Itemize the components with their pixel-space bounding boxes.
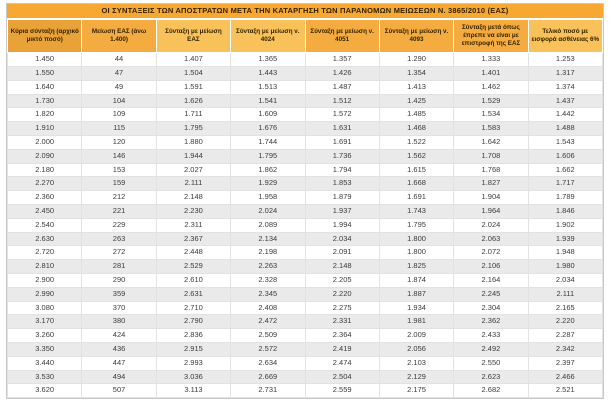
table-cell: 1.743 <box>379 205 453 219</box>
table-cell: 3.080 <box>8 301 82 315</box>
table-cell: 2.328 <box>231 274 305 288</box>
column-header: Μείωση ΕΑΣ (άνω 1.400) <box>82 20 156 53</box>
table-row <box>8 136 603 150</box>
table-cell: 1.934 <box>379 301 453 315</box>
table-cell: 1.958 <box>231 191 305 205</box>
table-cell: 1.374 <box>528 80 602 94</box>
table-cell: 1.504 <box>156 67 230 81</box>
table-cell: 1.717 <box>528 177 602 191</box>
table-row <box>8 301 603 315</box>
table-cell: 2.103 <box>379 356 453 370</box>
table-cell: 436 <box>82 342 156 356</box>
table-cell: 424 <box>82 329 156 343</box>
table-cell: 2.397 <box>528 356 602 370</box>
table-cell: 2.509 <box>231 329 305 343</box>
table-cell: 1.468 <box>379 122 453 136</box>
column-header: Σύνταξη με μείωση ν. 4051 <box>305 20 379 53</box>
table-cell: 2.362 <box>454 315 528 329</box>
table-row <box>8 356 603 370</box>
column-header: Σύνταξη με μείωση ΕΑΣ <box>156 20 230 53</box>
table-cell: 2.090 <box>8 149 82 163</box>
table-cell: 115 <box>82 122 156 136</box>
table-cell: 1.937 <box>305 205 379 219</box>
table-row <box>8 108 603 122</box>
table-cell: 1.668 <box>379 177 453 191</box>
table-cell: 2.263 <box>231 260 305 274</box>
table-cell: 2.063 <box>454 232 528 246</box>
table-cell: 1.794 <box>305 163 379 177</box>
table-cell: 1.887 <box>379 287 453 301</box>
table-cell: 2.111 <box>156 177 230 191</box>
table-cell: 2.091 <box>305 246 379 260</box>
table-cell: 2.559 <box>305 384 379 398</box>
table-cell: 1.450 <box>8 53 82 67</box>
table-cell: 1.880 <box>156 136 230 150</box>
table-cell: 1.513 <box>231 80 305 94</box>
table-cell: 1.354 <box>379 67 453 81</box>
table-cell: 2.634 <box>231 356 305 370</box>
table-cell: 2.198 <box>231 246 305 260</box>
column-header: Σύνταξη με μείωση ν. 4093 <box>379 20 453 53</box>
table-cell: 2.024 <box>231 205 305 219</box>
table-cell: 146 <box>82 149 156 163</box>
table-cell: 1.768 <box>454 163 528 177</box>
table-cell: 1.964 <box>454 205 528 219</box>
table-cell: 2.230 <box>156 205 230 219</box>
table-cell: 290 <box>82 274 156 288</box>
table-cell: 1.572 <box>305 108 379 122</box>
table-cell: 2.810 <box>8 260 82 274</box>
table-cell: 2.331 <box>305 315 379 329</box>
table-cell: 2.720 <box>8 246 82 260</box>
table-cell: 2.311 <box>156 218 230 232</box>
table-cell: 263 <box>82 232 156 246</box>
table-row <box>8 122 603 136</box>
table-cell: 1.626 <box>156 94 230 108</box>
table-cell: 370 <box>82 301 156 315</box>
table-cell: 2.106 <box>454 260 528 274</box>
table-cell: 1.541 <box>231 94 305 108</box>
table-cell: 1.948 <box>528 246 602 260</box>
table-cell: 2.572 <box>231 342 305 356</box>
table-cell: 47 <box>82 67 156 81</box>
table-cell: 2.148 <box>305 260 379 274</box>
table-cell: 2.623 <box>454 370 528 384</box>
table-cell: 2.504 <box>305 370 379 384</box>
table-cell: 2.134 <box>231 232 305 246</box>
table-cell: 1.825 <box>379 260 453 274</box>
table-cell: 2.408 <box>231 301 305 315</box>
table-cell: 1.691 <box>305 136 379 150</box>
table-cell: 2.072 <box>454 246 528 260</box>
table-cell: 2.034 <box>528 274 602 288</box>
table-title: ΟΙ ΣΥΝΤΑΞΕΙΣ ΤΩΝ ΑΠΟΣΤΡΑΤΩΝ ΜΕΤΑ ΤΗΝ ΚΑΤΑΡΓΗΣΗ ΤΩΝ ΠΑΡΑΝΟΜΩΝ ΜΕΙΩΣΕΩΝ Ν. 3865/2010 (ΕΑΣ) <box>7 4 603 19</box>
table-cell: 272 <box>82 246 156 260</box>
table-cell: 1.795 <box>379 218 453 232</box>
table-cell: 212 <box>82 191 156 205</box>
column-header: Κύρια σύνταξη (αρχικό μικτό ποσό) <box>8 20 82 53</box>
table-cell: 1.640 <box>8 80 82 94</box>
table-cell: 3.350 <box>8 342 82 356</box>
table-cell: 1.488 <box>528 122 602 136</box>
header-row <box>8 20 603 53</box>
table-cell: 1.462 <box>454 80 528 94</box>
table-cell: 2.009 <box>379 329 453 343</box>
table-cell: 2.915 <box>156 342 230 356</box>
table-cell: 1.487 <box>305 80 379 94</box>
table-cell: 2.631 <box>156 287 230 301</box>
table-cell: 2.540 <box>8 218 82 232</box>
table-cell: 507 <box>82 384 156 398</box>
table-row <box>8 53 603 67</box>
table-cell: 1.253 <box>528 53 602 67</box>
table-cell: 380 <box>82 315 156 329</box>
table-cell: 2.448 <box>156 246 230 260</box>
table-cell: 1.929 <box>231 177 305 191</box>
table-cell: 1.534 <box>454 108 528 122</box>
table-cell: 1.562 <box>379 149 453 163</box>
table-cell: 2.034 <box>305 232 379 246</box>
table-cell: 1.939 <box>528 232 602 246</box>
table-row <box>8 370 603 384</box>
table-cell: 3.260 <box>8 329 82 343</box>
table-row <box>8 246 603 260</box>
table-cell: 1.522 <box>379 136 453 150</box>
table-cell: 2.610 <box>156 274 230 288</box>
table-cell: 2.345 <box>231 287 305 301</box>
table-cell: 1.862 <box>231 163 305 177</box>
table-cell: 1.407 <box>156 53 230 67</box>
table-header <box>8 20 603 53</box>
table-cell: 2.245 <box>454 287 528 301</box>
table-cell: 1.800 <box>379 232 453 246</box>
table-cell: 2.682 <box>454 384 528 398</box>
table-row <box>8 384 603 398</box>
table-cell: 1.676 <box>231 122 305 136</box>
table-cell: 1.800 <box>379 246 453 260</box>
table-cell: 1.290 <box>379 53 453 67</box>
table-cell: 1.902 <box>528 218 602 232</box>
table-cell: 1.795 <box>156 122 230 136</box>
table-cell: 2.000 <box>8 136 82 150</box>
column-header: Σύνταξη με μείωση ν. 4024 <box>231 20 305 53</box>
table-cell: 2.550 <box>454 356 528 370</box>
column-header: Τελικό ποσό με εισφορά ασθένειας 6% <box>528 20 602 53</box>
table-cell: 2.900 <box>8 274 82 288</box>
table-cell: 1.615 <box>379 163 453 177</box>
table-cell: 49 <box>82 80 156 94</box>
table-cell: 2.165 <box>528 301 602 315</box>
table-cell: 1.910 <box>8 122 82 136</box>
table-cell: 2.175 <box>379 384 453 398</box>
table-row <box>8 149 603 163</box>
table-cell: 2.056 <box>379 342 453 356</box>
table-cell: 2.731 <box>231 384 305 398</box>
table-cell: 2.027 <box>156 163 230 177</box>
table-cell: 1.820 <box>8 108 82 122</box>
table-row <box>8 342 603 356</box>
table-cell: 1.874 <box>379 274 453 288</box>
table-cell: 1.879 <box>305 191 379 205</box>
table-cell: 2.364 <box>305 329 379 343</box>
table-cell: 1.662 <box>528 163 602 177</box>
table-cell: 1.591 <box>156 80 230 94</box>
table-cell: 159 <box>82 177 156 191</box>
table-cell: 1.736 <box>305 149 379 163</box>
table-cell: 2.529 <box>156 260 230 274</box>
table-cell: 1.994 <box>305 218 379 232</box>
table-cell: 2.367 <box>156 232 230 246</box>
table-row <box>8 315 603 329</box>
table-cell: 1.853 <box>305 177 379 191</box>
table-cell: 1.827 <box>454 177 528 191</box>
table-cell: 494 <box>82 370 156 384</box>
table-cell: 359 <box>82 287 156 301</box>
pension-table-container <box>6 3 604 399</box>
table-cell: 1.512 <box>305 94 379 108</box>
table-cell: 1.795 <box>231 149 305 163</box>
table-cell: 2.304 <box>454 301 528 315</box>
pension-table <box>7 19 603 398</box>
table-row <box>8 260 603 274</box>
table-row <box>8 177 603 191</box>
table-cell: 2.164 <box>454 274 528 288</box>
table-cell: 2.474 <box>305 356 379 370</box>
table-cell: 2.419 <box>305 342 379 356</box>
table-cell: 2.287 <box>528 329 602 343</box>
table-cell: 2.630 <box>8 232 82 246</box>
table-cell: 2.220 <box>528 315 602 329</box>
table-cell: 2.180 <box>8 163 82 177</box>
table-cell: 2.342 <box>528 342 602 356</box>
table-cell: 2.275 <box>305 301 379 315</box>
table-cell: 1.437 <box>528 94 602 108</box>
table-cell: 2.129 <box>379 370 453 384</box>
table-cell: 2.836 <box>156 329 230 343</box>
table-cell: 2.790 <box>156 315 230 329</box>
table-cell: 1.730 <box>8 94 82 108</box>
table-cell: 229 <box>82 218 156 232</box>
table-cell: 1.980 <box>528 260 602 274</box>
table-cell: 2.450 <box>8 205 82 219</box>
table-cell: 1.365 <box>231 53 305 67</box>
table-row <box>8 232 603 246</box>
table-cell: 1.642 <box>454 136 528 150</box>
table-cell: 1.413 <box>379 80 453 94</box>
table-cell: 1.744 <box>231 136 305 150</box>
table-cell: 1.543 <box>528 136 602 150</box>
table-cell: 1.401 <box>454 67 528 81</box>
table-row <box>8 191 603 205</box>
table-cell: 1.357 <box>305 53 379 67</box>
table-row <box>8 80 603 94</box>
table-cell: 221 <box>82 205 156 219</box>
table-cell: 2.270 <box>8 177 82 191</box>
table-cell: 281 <box>82 260 156 274</box>
table-cell: 1.904 <box>454 191 528 205</box>
table-cell: 1.529 <box>454 94 528 108</box>
table-cell: 2.472 <box>231 315 305 329</box>
table-row <box>8 205 603 219</box>
table-cell: 109 <box>82 108 156 122</box>
table-cell: 2.669 <box>231 370 305 384</box>
table-cell: 1.583 <box>454 122 528 136</box>
table-cell: 3.530 <box>8 370 82 384</box>
table-cell: 2.024 <box>454 218 528 232</box>
table-cell: 2.521 <box>528 384 602 398</box>
table-cell: 1.789 <box>528 191 602 205</box>
table-cell: 2.360 <box>8 191 82 205</box>
table-cell: 1.711 <box>156 108 230 122</box>
table-cell: 104 <box>82 94 156 108</box>
table-cell: 1.944 <box>156 149 230 163</box>
table-cell: 120 <box>82 136 156 150</box>
table-cell: 1.846 <box>528 205 602 219</box>
table-cell: 1.631 <box>305 122 379 136</box>
table-cell: 44 <box>82 53 156 67</box>
table-cell: 2.111 <box>528 287 602 301</box>
table-body <box>8 53 603 398</box>
table-cell: 1.425 <box>379 94 453 108</box>
table-cell: 2.492 <box>454 342 528 356</box>
table-cell: 1.426 <box>305 67 379 81</box>
table-cell: 1.333 <box>454 53 528 67</box>
table-cell: 1.550 <box>8 67 82 81</box>
table-cell: 1.442 <box>528 108 602 122</box>
table-cell: 3.620 <box>8 384 82 398</box>
table-cell: 3.440 <box>8 356 82 370</box>
table-cell: 2.089 <box>231 218 305 232</box>
table-cell: 2.990 <box>8 287 82 301</box>
table-cell: 1.609 <box>231 108 305 122</box>
table-row <box>8 163 603 177</box>
table-cell: 447 <box>82 356 156 370</box>
table-row <box>8 218 603 232</box>
table-cell: 1.317 <box>528 67 602 81</box>
table-cell: 2.148 <box>156 191 230 205</box>
table-cell: 2.466 <box>528 370 602 384</box>
table-row <box>8 67 603 81</box>
table-cell: 3.036 <box>156 370 230 384</box>
table-cell: 3.170 <box>8 315 82 329</box>
table-cell: 2.710 <box>156 301 230 315</box>
table-cell: 1.691 <box>379 191 453 205</box>
column-header: Σύνταξη μετά όπως έπρεπε να είναι με επιστροφή της ΕΑΣ <box>454 20 528 53</box>
table-cell: 153 <box>82 163 156 177</box>
table-cell: 2.220 <box>305 287 379 301</box>
table-cell: 1.981 <box>379 315 453 329</box>
table-row <box>8 94 603 108</box>
table-cell: 1.485 <box>379 108 453 122</box>
table-cell: 2.993 <box>156 356 230 370</box>
table-cell: 1.606 <box>528 149 602 163</box>
table-cell: 2.205 <box>305 274 379 288</box>
table-cell: 1.443 <box>231 67 305 81</box>
table-cell: 1.708 <box>454 149 528 163</box>
table-cell: 2.433 <box>454 329 528 343</box>
table-row <box>8 287 603 301</box>
table-row <box>8 329 603 343</box>
table-row <box>8 274 603 288</box>
table-cell: 3.113 <box>156 384 230 398</box>
